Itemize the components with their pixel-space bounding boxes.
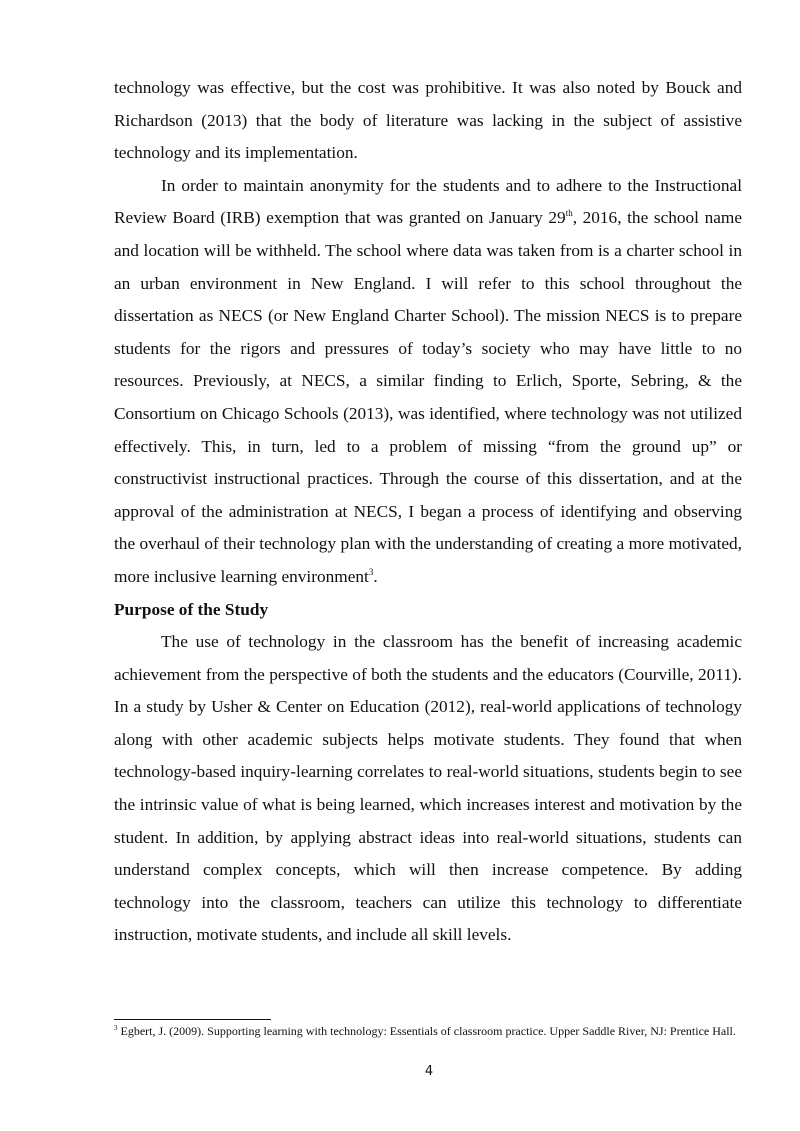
paragraph-3: The use of technology in the classroom has the benefit of increasing academic achievement from the perspective of both the students and the educators (Courville, 2011). In a study by Usher & Center on Education (2012), real-world applications of technology along with other academic subjects helps motivate students. They found that when technology-based inquiry-learning correlates to real-world situations, students begin to see the intrinsic value of what is being learned, which increases interest and motivation by the student. In addition, by applying abstract ideas into real-world situations, students can understand complex concepts, which will then increase competence. By adding technology into the classroom, teachers can utilize this technology to differentiate instruction, motivate students, and include all skill levels.	[114, 632, 742, 945]
footnote-text: Egbert, J. (2009). Supporting learning with technology: Essentials of classroom practice. Upper Saddle River, NJ: Prentice Hall.	[117, 1024, 736, 1038]
section-heading: Purpose of the Study	[114, 599, 269, 619]
page-number: 4	[424, 1064, 434, 1079]
paragraph-2-text-continued: , 2016, the school name and location will be withheld. The school where data was taken from is a charter school in an urban environment in New England. I will refer to this school throughout the dissertation as NECS (or New England Charter School). The mission NECS is to prepare students for the rigors and pressures of today’s society who may have little to no resources. Previously, at NECS, a similar finding to Erlich, Sporte, Sebring, & the Consortium on Chicago Schools (2013), was identified, where technology was not utilized effectively. This, in turn, led to a problem of missing “from the ground up” or constructivist instructional practices. Through the course of this dissertation, and at the approval of the administration at NECS, I began a process of identifying and observing the overhaul of their technology plan with the understanding of creating a more motivated, more inclusive learning environment	[114, 208, 742, 586]
footnote-number: 3	[114, 1024, 118, 1032]
paragraph-2-text: In order to maintain anonymity for the students and to adhere to the Instructional Review Board (IRB) exemption that was granted on January 29	[114, 175, 742, 228]
paragraph-2-end: .	[373, 566, 378, 586]
body-text	[114, 72, 742, 952]
footnote-divider	[114, 1019, 271, 1020]
paragraph-2	[114, 170, 742, 594]
paragraph-1: technology was effective, but the cost was prohibitive. It was also noted by Bouck and Richardson (2013) that the body of literature was lacking in the subject of assistive technology and its implementation.	[114, 78, 742, 163]
footnote	[114, 1023, 744, 1039]
footnote-reference[interactable]: 3	[368, 567, 374, 578]
ordinal-superscript: th	[565, 208, 573, 219]
